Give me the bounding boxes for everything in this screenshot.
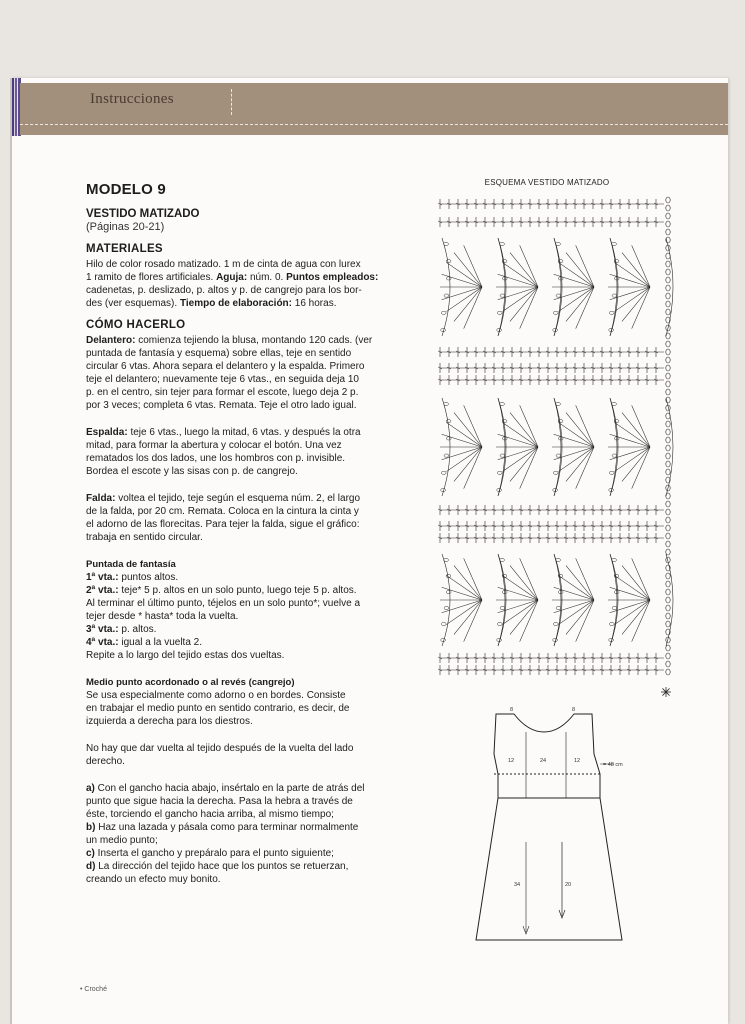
header-stitch-line: [20, 124, 728, 125]
skirt-line: el adorno de las florecitas. Para tejer la falda, sigue el gráfico:: [86, 519, 360, 530]
crab-line: en trabajar el medio punto en sentido contrario, es decir, de: [86, 703, 350, 714]
fancy-rows: [86, 571, 386, 662]
crab-steps: [86, 782, 386, 886]
needle-value: núm. 0.: [247, 272, 287, 283]
step-text: Haz una lazada y pásala como para terminar normalmente: [95, 822, 359, 833]
page-reference: (Páginas 20-21): [86, 221, 165, 233]
crab-step-d-cont: creando un efecto muy bonito.: [86, 874, 221, 885]
fancy-row-4: [86, 636, 386, 649]
fancy-row-2: [86, 584, 386, 597]
width-center-dim: 24: [540, 758, 547, 764]
crab-line: izquierda a derecha para los diestros.: [86, 716, 253, 727]
row-text: teje* 5 p. altos en un solo punto, luego teje 5 p. altos.: [118, 585, 357, 596]
skirt-line: trabaja en sentido circular.: [86, 532, 203, 543]
step-label: b): [86, 822, 96, 833]
front-line: circular 6 vtas. Ahora separa el delantero y la espalda. Primero: [86, 361, 365, 372]
crab-step-a: [86, 782, 386, 795]
width-right-dim: 12: [574, 758, 581, 764]
front-label: Delantero:: [86, 335, 136, 346]
row-label: 1ª vta.:: [86, 572, 119, 583]
fancy-row-2-cont: tejer desde * hasta* toda la vuelta.: [86, 611, 239, 622]
dress-outline: [476, 714, 622, 940]
step-label: d): [86, 861, 96, 872]
back-label: Espalda:: [86, 427, 128, 438]
width-left-dim: 12: [508, 758, 515, 764]
crab-line: Se usa especialmente como adorno o en bordes. Consiste: [86, 690, 346, 701]
footer-tag: • Croché: [80, 986, 107, 993]
crab-intro: [86, 689, 386, 728]
crab-stitch-block: [86, 676, 386, 886]
front-line: [86, 334, 386, 347]
crab-note: [86, 742, 386, 768]
row-text: puntos altos.: [118, 572, 179, 583]
materials-line: cadenetas, p. deslizado, p. altos y p. de cangrejo para los bor-: [86, 285, 362, 296]
header-divider: [231, 89, 232, 115]
fancy-stitch-block: [86, 558, 386, 662]
fancy-row-3: [86, 623, 386, 636]
crab-step-c: [86, 847, 386, 860]
bodice-height-dim: 34: [514, 882, 521, 888]
instructions-column: [86, 183, 386, 895]
crab-step-a-cont: éste, torciendo el gancho hacia arriba, al mismo tiempo;: [86, 809, 334, 820]
total-width-dim: = 48 cm: [603, 762, 623, 768]
back-instructions: [86, 426, 386, 478]
section-header-band: [20, 83, 728, 135]
stitches-label: Puntos empleados:: [286, 272, 379, 283]
materials-line: [86, 271, 386, 284]
row-label: 2ª vta.:: [86, 585, 119, 596]
dress-schematic: [468, 702, 644, 950]
fancy-row-1: [86, 571, 386, 584]
skirt-line: de la falda, por 20 cm. Remata. Coloca en la cintura la cinta y: [86, 506, 359, 517]
crochet-stitch-chart: [428, 192, 688, 702]
how-heading: CÓMO HACERLO: [86, 319, 186, 331]
front-line: teje el delantero; nuevamente teje 6 vtas., en seguida deja 10: [86, 374, 359, 385]
skirt-text: voltea el tejido, teje según el esquema núm. 2, el largo: [115, 493, 361, 504]
back-line: mitad, para formar la abertura y colocar el botón. Una vez: [86, 440, 342, 451]
materials-heading: MATERIALES: [86, 243, 163, 255]
crab-step-b: [86, 821, 386, 834]
front-line: p. en el centro, sin tejer para formar el escote, luego deja 2 p.: [86, 387, 359, 398]
section-title: Instrucciones: [90, 91, 174, 107]
row-text: p. altos.: [118, 624, 157, 635]
step-label: c): [86, 848, 95, 859]
row-text: igual a la vuelta 2.: [118, 637, 202, 648]
shoulder-right-dim: 8: [572, 707, 576, 713]
step-text: La dirección del tejido hace que los puntos se retuerzan,: [95, 861, 349, 872]
shoulder-left-dim: 8: [510, 707, 514, 713]
front-text: comienza tejiendo la blusa, montando 120 cads. (ver: [135, 335, 373, 346]
skirt-instructions: [86, 492, 386, 544]
skirt-line: [86, 492, 386, 505]
front-line: puntada de fantasía y esquema) sobre ellas, teje en sentido: [86, 348, 352, 359]
fancy-row-2-cont: Al terminar el último punto, téjelos en un solo punto*; vuelve a: [86, 598, 361, 609]
materials-line: [86, 297, 386, 310]
fancy-repeat-note: Repite a lo largo del tejido estas dos vueltas.: [86, 650, 285, 661]
row-label: 3ª vta.:: [86, 624, 119, 635]
crab-line: No hay que dar vuelta al tejido después de la vuelta del lado: [86, 743, 354, 754]
crab-step-d: [86, 860, 386, 873]
materials-fragment: des (ver esquemas).: [86, 298, 180, 309]
skirt-length-dim: 20: [565, 882, 572, 888]
front-instructions: [86, 334, 386, 412]
crab-line: derecho.: [86, 756, 125, 767]
step-text: Con el gancho hacia abajo, insértalo en la parte de atrás del: [94, 783, 365, 794]
back-text: teje 6 vtas., luego la mitad, 6 vtas. y después la otra: [127, 427, 361, 438]
back-line: rematados los dos lados, une los hombros con p. invisible.: [86, 453, 346, 464]
model-name: VESTIDO MATIZADO: [86, 208, 200, 220]
front-line: por 3 veces; completa 6 vtas. Remata. Teje el otro lado igual.: [86, 400, 357, 411]
schema-title: ESQUEMA VESTIDO MATIZADO: [484, 178, 610, 187]
materials-fragment: 1 ramito de flores artificiales.: [86, 272, 217, 283]
model-title: MODELO 9: [86, 181, 166, 198]
materials-line: Hilo de color rosado matizado. 1 m de cinta de agua con lurex: [86, 259, 361, 270]
back-line: Bordea el escote y las sisas con p. de cangrejo.: [86, 466, 298, 477]
row-label: 4ª vta.:: [86, 637, 119, 648]
skirt-label: Falda:: [86, 493, 116, 504]
time-label: Tiempo de elaboración:: [179, 298, 292, 309]
crab-step-b-cont: un medio punto;: [86, 835, 158, 846]
time-value: 16 horas.: [292, 298, 337, 309]
back-line: [86, 426, 386, 439]
step-label: a): [86, 783, 95, 794]
needle-label: Aguja:: [216, 272, 248, 283]
crab-step-a-cont: punto que sigue hacia la derecha. Pasa la hebra a través de: [86, 796, 353, 807]
fancy-heading: Puntada de fantasía: [86, 559, 176, 570]
crab-heading: Medio punto acordonado o al revés (cangrejo): [86, 677, 295, 688]
materials-text: [86, 258, 386, 310]
step-text: Inserta el gancho y prepáralo para el punto siguiente;: [94, 848, 334, 859]
